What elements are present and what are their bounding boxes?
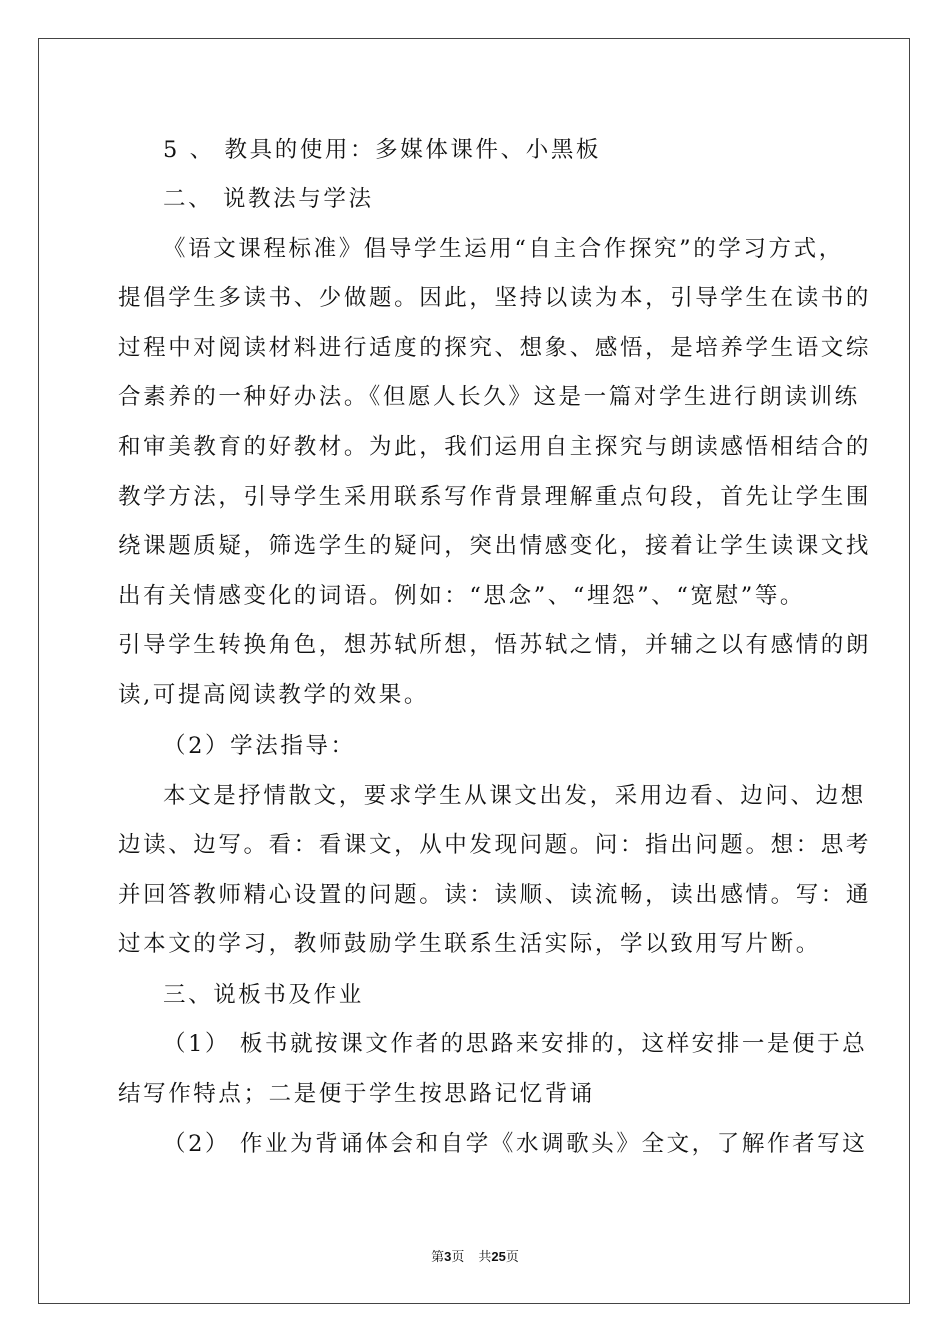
footer-page-current: 3 (444, 1249, 452, 1264)
paragraph-line: 过程中对阅读材料进行适度的探究、想象、感悟，是培养学生语文综 (118, 335, 872, 361)
section-heading-methods: 二、 说教法与学法 (163, 186, 374, 212)
paragraph-line: 本文是抒情散文，要求学生从课文出发，采用边看、边问、边想 (163, 783, 866, 809)
paragraph-line: 提倡学生多读书、少做题。因此，坚持以读为本，引导学生在读书的 (118, 285, 872, 311)
paragraph-line: 结写作特点；二是便于学生按思路记忆背诵 (118, 1081, 595, 1107)
footer-page-prefix: 第 (431, 1250, 445, 1265)
paragraph-line: 出有关情感变化的词语。例如：“思念”、“埋怨”、“宽慰”等。 (118, 583, 806, 609)
footer-page-mid: 页 (451, 1250, 465, 1265)
paragraph-line: 合素养的一种好办法。《但愿人长久》这是一篇对学生进行朗读训练 (118, 384, 860, 410)
section-heading-board-homework: 三、说板书及作业 (163, 982, 364, 1008)
footer-total-prefix: 共 (478, 1250, 492, 1265)
page-frame (38, 38, 910, 1304)
paragraph-line: 并回答教师精心设置的问题。读：读顺、读流畅，读出感情。写：通 (118, 882, 872, 908)
paragraph-line: 和审美教育的好教材。为此，我们运用自主探究与朗读感悟相结合的 (118, 434, 872, 460)
page-footer (0, 1250, 950, 1264)
paragraph-line: 教学方法，引导学生采用联系写作背景理解重点句段，首先让学生围 (118, 484, 872, 510)
text-line-teaching-tools: 5 、 教具的使用：多媒体课件、小黑板 (163, 137, 602, 163)
paragraph-line: 边读、边写。看：看课文，从中发现问题。问：指出问题。想：思考 (118, 832, 872, 858)
footer-page-total: 25 (491, 1249, 506, 1264)
paragraph-line: 引导学生转换角色，想苏轼所想，悟苏轼之情，并辅之以有感情的朗 (118, 632, 872, 658)
paragraph-line: （1） 板书就按课文作者的思路来安排的，这样安排一是便于总 (163, 1031, 868, 1057)
paragraph-line: 《语文课程标准》倡导学生运用“自主合作探究”的学习方式， (163, 236, 844, 262)
paragraph-line: 绕课题质疑，筛选学生的疑问，突出情感变化，接着让学生读课文找 (118, 533, 872, 559)
paragraph-line: 读,可提高阅读教学的效果。 (118, 682, 429, 708)
footer-total-suffix: 页 (505, 1250, 519, 1265)
paragraph-line: 过本文的学习，教师鼓励学生联系生活实际，学以致用写片断。 (118, 931, 821, 957)
paragraph-line: （2） 作业为背诵体会和自学《水调歌头》全文，了解作者写这 (163, 1131, 868, 1157)
subheading-study-guide: （2）学法指导： (163, 733, 356, 759)
